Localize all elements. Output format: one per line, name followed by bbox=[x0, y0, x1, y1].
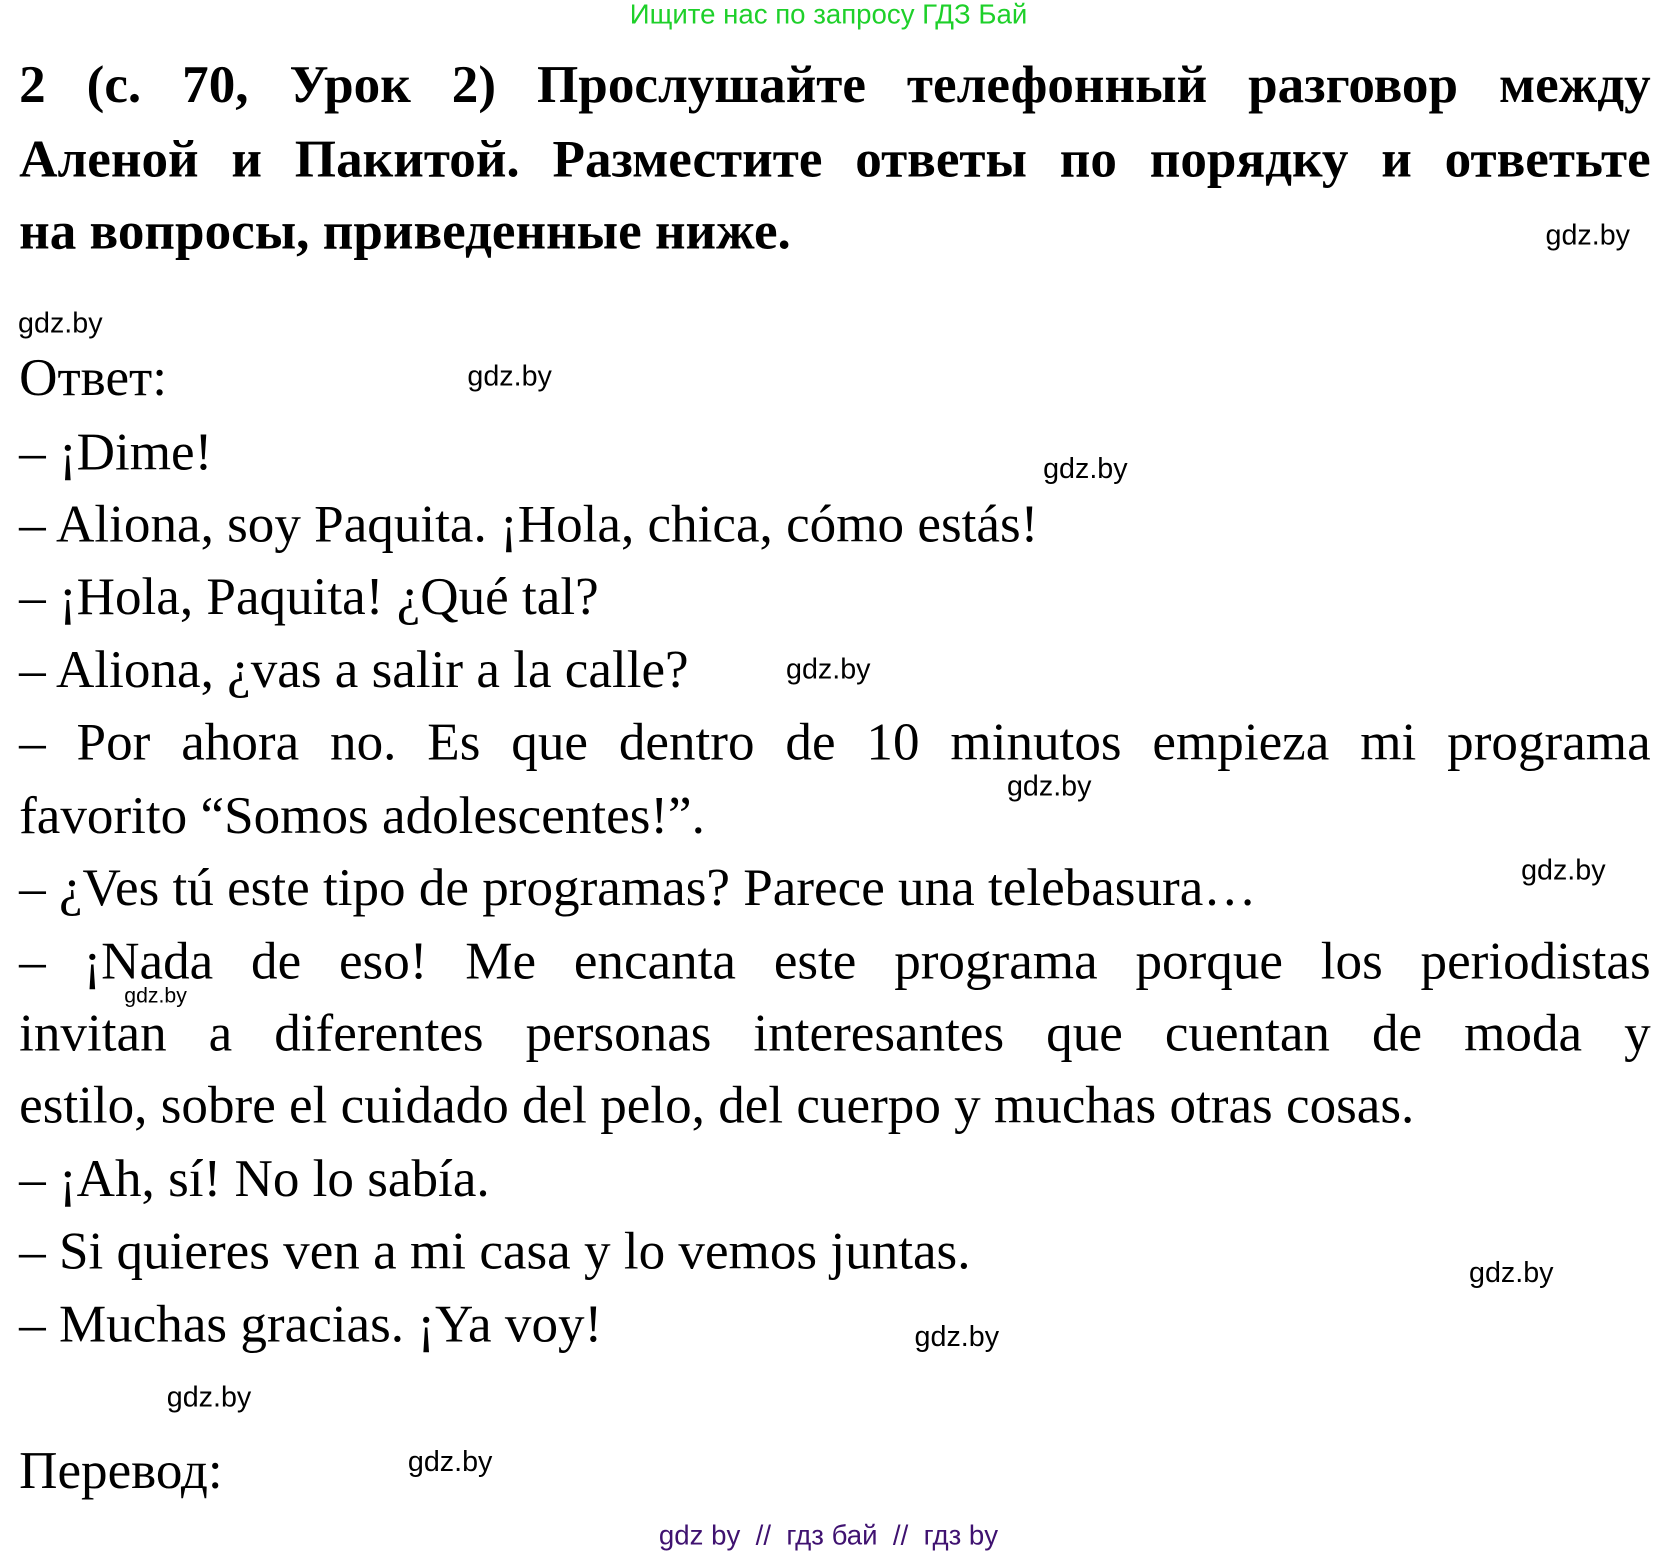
answer-label: Ответ: bbox=[19, 347, 167, 407]
watermark: gdz.by bbox=[914, 1320, 1000, 1353]
dialogue-line: – Aliona, soy Paquita. ¡Hola, chica, cómo estás! bbox=[19, 493, 1039, 554]
watermark: gdz.by bbox=[1521, 854, 1606, 886]
dialogue-line: – ¡Hola, Paquita! ¿Qué tal? bbox=[19, 566, 599, 626]
watermark: gdz.by bbox=[407, 1445, 493, 1478]
dialogue-line: – ¡Ah, sí! No lo sabía. bbox=[19, 1148, 490, 1208]
dialogue-line: estilo, sobre el cuidado del pelo, del cuerpo y muchas otras cosas. bbox=[19, 1074, 1415, 1135]
dialogue-line: – ¡Dime! bbox=[19, 421, 213, 482]
watermark: gdz.by bbox=[1043, 452, 1128, 485]
watermark: gdz.by bbox=[124, 984, 187, 1009]
watermark: gdz.by bbox=[786, 653, 871, 686]
task-title-line: 2 (с. 70, Урок 2) Прослушайте телефонный разговор между bbox=[19, 54, 1651, 114]
task-title-line: на вопросы, приведенные ниже. bbox=[19, 200, 791, 261]
translation-label: Перевод: bbox=[19, 1440, 223, 1500]
watermark: gdz.by bbox=[1469, 1256, 1554, 1289]
search-banner: Ищите нас по запросу ГДЗ Бай bbox=[629, 0, 1028, 30]
watermark: gdz.by bbox=[18, 306, 103, 339]
dialogue-line: invitan a diferentes personas interesantes que cuentan de moda y bbox=[19, 1002, 1651, 1063]
footer-banner: gdz by // гдз бай // гдз by bbox=[658, 1518, 999, 1551]
watermark: gdz.by bbox=[1006, 770, 1092, 802]
watermark: gdz.by bbox=[467, 360, 552, 392]
dialogue-line: – Si quieres ven a mi casa y lo vemos juntas. bbox=[19, 1220, 971, 1280]
dialogue-line: – ¿Ves tú este tipo de programas? Parece una telebasura… bbox=[19, 857, 1257, 917]
dialogue-line: – Aliona, ¿vas a salir a la calle? bbox=[19, 639, 689, 699]
dialogue-line: – Muchas gracias. ¡Ya voy! bbox=[19, 1293, 603, 1354]
watermark: gdz.by bbox=[1545, 218, 1631, 251]
dialogue-line: – ¡Nada de eso! Me encanta este programa porque los periodistas bbox=[19, 930, 1651, 990]
task-title-line: Аленой и Пакитой. Разместите ответы по порядку и ответьте bbox=[19, 128, 1651, 189]
dialogue-line: favorito “Somos adolescentes!”. bbox=[19, 784, 705, 845]
watermark: gdz.by bbox=[166, 1380, 252, 1413]
dialogue-line: – Por ahora no. Es que dentro de 10 minutos empieza mi programa bbox=[19, 711, 1651, 772]
